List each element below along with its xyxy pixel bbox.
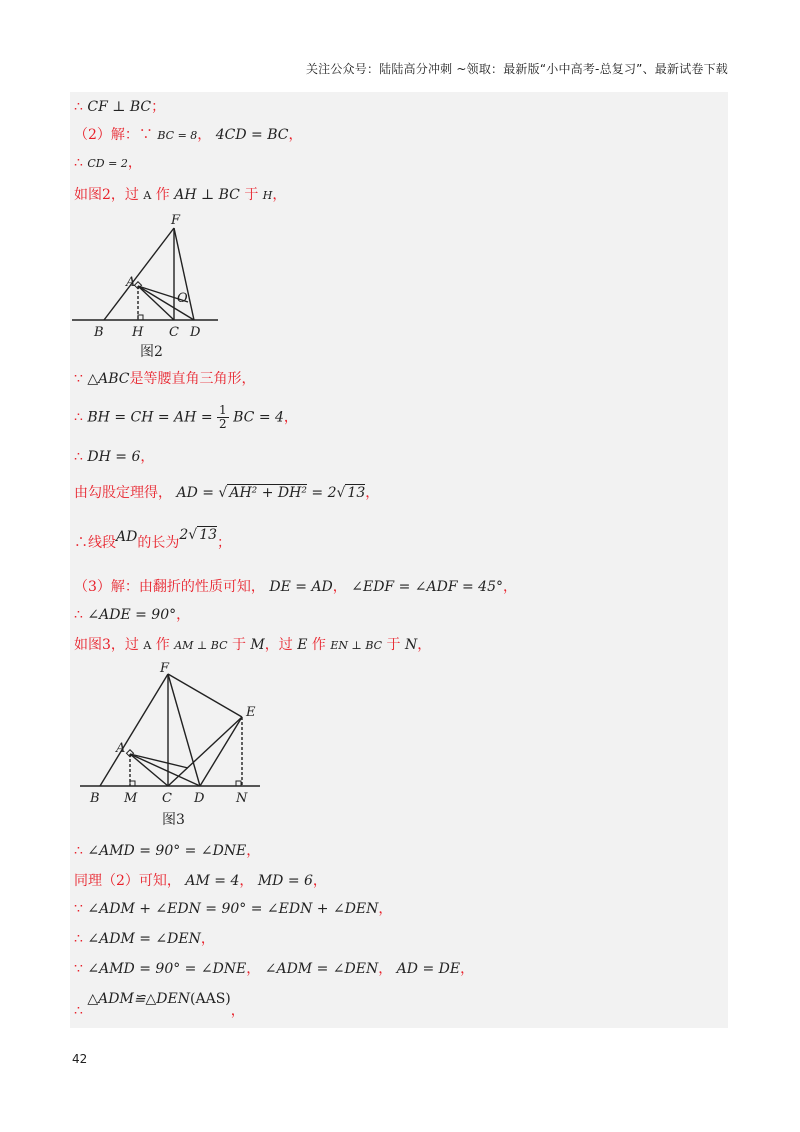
label-A: A: [116, 741, 126, 756]
label-C: C: [162, 791, 172, 806]
label-D: D: [194, 791, 205, 806]
punctuation: ，: [503, 579, 517, 595]
punctuation: ，: [230, 1003, 245, 1019]
text: 线段: [88, 535, 116, 551]
punctuation: ，: [246, 961, 261, 977]
step-line: [74, 484, 379, 502]
step-line: [74, 578, 517, 596]
text: 同理（2）可知，: [74, 873, 181, 889]
coefficient: 2: [179, 527, 189, 543]
square-root: √ 13: [336, 485, 366, 501]
step-line: [74, 186, 286, 205]
step-line: [74, 930, 215, 948]
label-A: A: [126, 275, 136, 290]
math-expression: DH = 6: [87, 449, 141, 465]
step-line: [74, 842, 260, 860]
point-label: H: [262, 189, 273, 202]
label-H: H: [132, 325, 144, 340]
text: 作: [155, 637, 170, 653]
text: 的长为: [137, 535, 180, 551]
math-expression: BC = 8: [157, 129, 198, 142]
label-M: M: [124, 791, 138, 806]
therefore-symbol: ∴: [74, 155, 83, 171]
punctuation: ，: [332, 579, 347, 595]
step-line: [74, 990, 245, 1019]
point-label: A: [143, 639, 152, 652]
step-line: [74, 370, 256, 388]
text: 如图2，过: [74, 187, 139, 203]
step-line: [74, 960, 474, 978]
because-symbol: ∵: [74, 371, 83, 387]
text: （3）解：由翻折的性质可知，: [74, 579, 265, 595]
math-expression: BH = CH = AH =: [87, 409, 213, 426]
math-expression: ∠ADM = ∠DEN: [87, 931, 201, 947]
label-F: F: [171, 213, 181, 228]
punctuation: ，: [378, 961, 393, 977]
step-line: [74, 636, 431, 655]
punctuation: ，: [239, 873, 254, 889]
text: ，过: [264, 637, 293, 653]
text: 于: [386, 637, 401, 653]
math-expression: CF ⊥ BC: [87, 99, 152, 115]
math-expression: = 2: [311, 485, 337, 501]
punctuation: ，: [312, 873, 327, 889]
math-expression: AD =: [176, 485, 214, 501]
text: 作: [155, 187, 170, 203]
text: 如图3，过: [74, 637, 139, 653]
math-expression: AM ⊥ BC: [174, 639, 228, 652]
math-expression: ∠AMD = 90° = ∠DNE: [87, 961, 247, 977]
punctuation: ，: [176, 607, 191, 623]
step-line: [74, 404, 298, 431]
step-line: [74, 154, 142, 173]
page-header: 关注公众号：陆陆高分冲刺 ~领取：最新版“小中高考-总复习”、最新试卷下载: [305, 62, 728, 76]
punctuation: ，: [460, 961, 475, 977]
punctuation: ，: [246, 843, 261, 859]
text: 作: [311, 637, 326, 653]
punctuation: ，: [365, 485, 380, 501]
point-label: M: [250, 637, 265, 653]
point-label: N: [404, 637, 418, 653]
therefore-symbol: ∴: [74, 607, 83, 623]
because-symbol: ∵: [74, 961, 83, 977]
punctuation: ，: [140, 449, 155, 465]
label-B: B: [90, 791, 100, 806]
punctuation: ，: [378, 901, 393, 917]
figure-3-diagram: [76, 660, 276, 830]
step-line: [74, 126, 302, 145]
text: 于: [244, 187, 259, 203]
therefore-symbol: ∴: [74, 843, 83, 859]
step-line: [74, 900, 392, 918]
math-expression: ∠AMD = 90° = ∠DNE: [87, 843, 247, 859]
math-expression: ∠ADM + ∠EDN = 90° = ∠EDN + ∠DEN: [87, 901, 379, 917]
therefore-symbol: ∴: [74, 931, 83, 947]
text: 是等腰直角三角形，: [129, 371, 256, 387]
solution-panel: [70, 92, 728, 1028]
radicand: 13: [199, 527, 218, 543]
page-number: 42: [72, 1052, 88, 1066]
punctuation: ，: [197, 127, 212, 143]
part-label: （2）解：: [74, 127, 139, 143]
punctuation: ；: [151, 99, 166, 115]
punctuation: ，: [417, 637, 432, 653]
math-expression: DE = AD: [269, 579, 333, 595]
punctuation: ；: [217, 535, 232, 551]
step-line: [74, 527, 232, 552]
math-expression: AD = DE: [396, 961, 461, 977]
math-expression: △ABC: [87, 371, 130, 387]
math-expression: ∠EDF = ∠ADF = 45°: [351, 579, 503, 595]
therefore-symbol: ∴: [74, 449, 83, 465]
math-expression: ∠ADE = 90°: [87, 607, 177, 623]
math-expression: CD = 2: [87, 157, 128, 170]
step-line: [74, 872, 327, 890]
label-B: B: [94, 325, 104, 340]
punctuation: ，: [283, 409, 298, 426]
figure-2-caption: 图2: [140, 344, 163, 360]
math-expression: 4CD = BC: [215, 127, 289, 143]
label-F: F: [160, 661, 170, 676]
point-label: E: [297, 637, 308, 653]
punctuation: ，: [200, 931, 215, 947]
because-symbol: ∵: [74, 901, 83, 917]
label-O: O: [177, 291, 188, 306]
therefore-symbol: ∴: [74, 535, 88, 551]
therefore-symbol: ∴: [74, 409, 83, 426]
label-C: C: [169, 325, 179, 340]
math-expression: EN ⊥ BC: [330, 639, 383, 652]
label-N: N: [236, 791, 248, 806]
math-expression: AM = 4: [185, 873, 240, 889]
denominator: 2: [219, 417, 227, 431]
step-line: [74, 606, 190, 624]
therefore-symbol: ∴: [74, 99, 83, 115]
punctuation: ，: [127, 155, 142, 171]
math-expression: ∠ADM = ∠DEN: [264, 961, 379, 977]
therefore-symbol: ∴: [74, 1003, 83, 1019]
text: 由勾股定理得，: [74, 485, 172, 501]
figure-2: [72, 212, 222, 364]
radicand: 13: [347, 485, 366, 501]
answer-value: 2√ 13: [179, 527, 218, 543]
label-E: E: [246, 705, 256, 720]
square-root: √ AH² + DH²: [218, 485, 307, 501]
theorem-label: (AAS): [190, 991, 231, 1007]
math-expression: △ADM≌△DEN: [87, 991, 191, 1007]
text: 于: [231, 637, 246, 653]
point-label: A: [143, 189, 152, 202]
step-line: [74, 448, 154, 466]
fraction: [217, 404, 229, 431]
radicand: AH² + DH²: [229, 485, 307, 501]
math-expression: AD: [116, 529, 138, 545]
figure-2-diagram: [72, 212, 222, 360]
punctuation: ，: [288, 127, 303, 143]
figure-3-caption: 图3: [162, 812, 185, 828]
math-expression: MD = 6: [257, 873, 313, 889]
figure-3: [76, 660, 276, 834]
label-D: D: [190, 325, 201, 340]
punctuation: ，: [272, 187, 287, 203]
math-expression: BC = 4: [233, 409, 284, 426]
numerator: 1: [219, 403, 227, 417]
because-symbol: ∵: [138, 127, 153, 143]
math-expression: AH ⊥ BC: [174, 187, 240, 203]
step-line: [74, 98, 165, 116]
